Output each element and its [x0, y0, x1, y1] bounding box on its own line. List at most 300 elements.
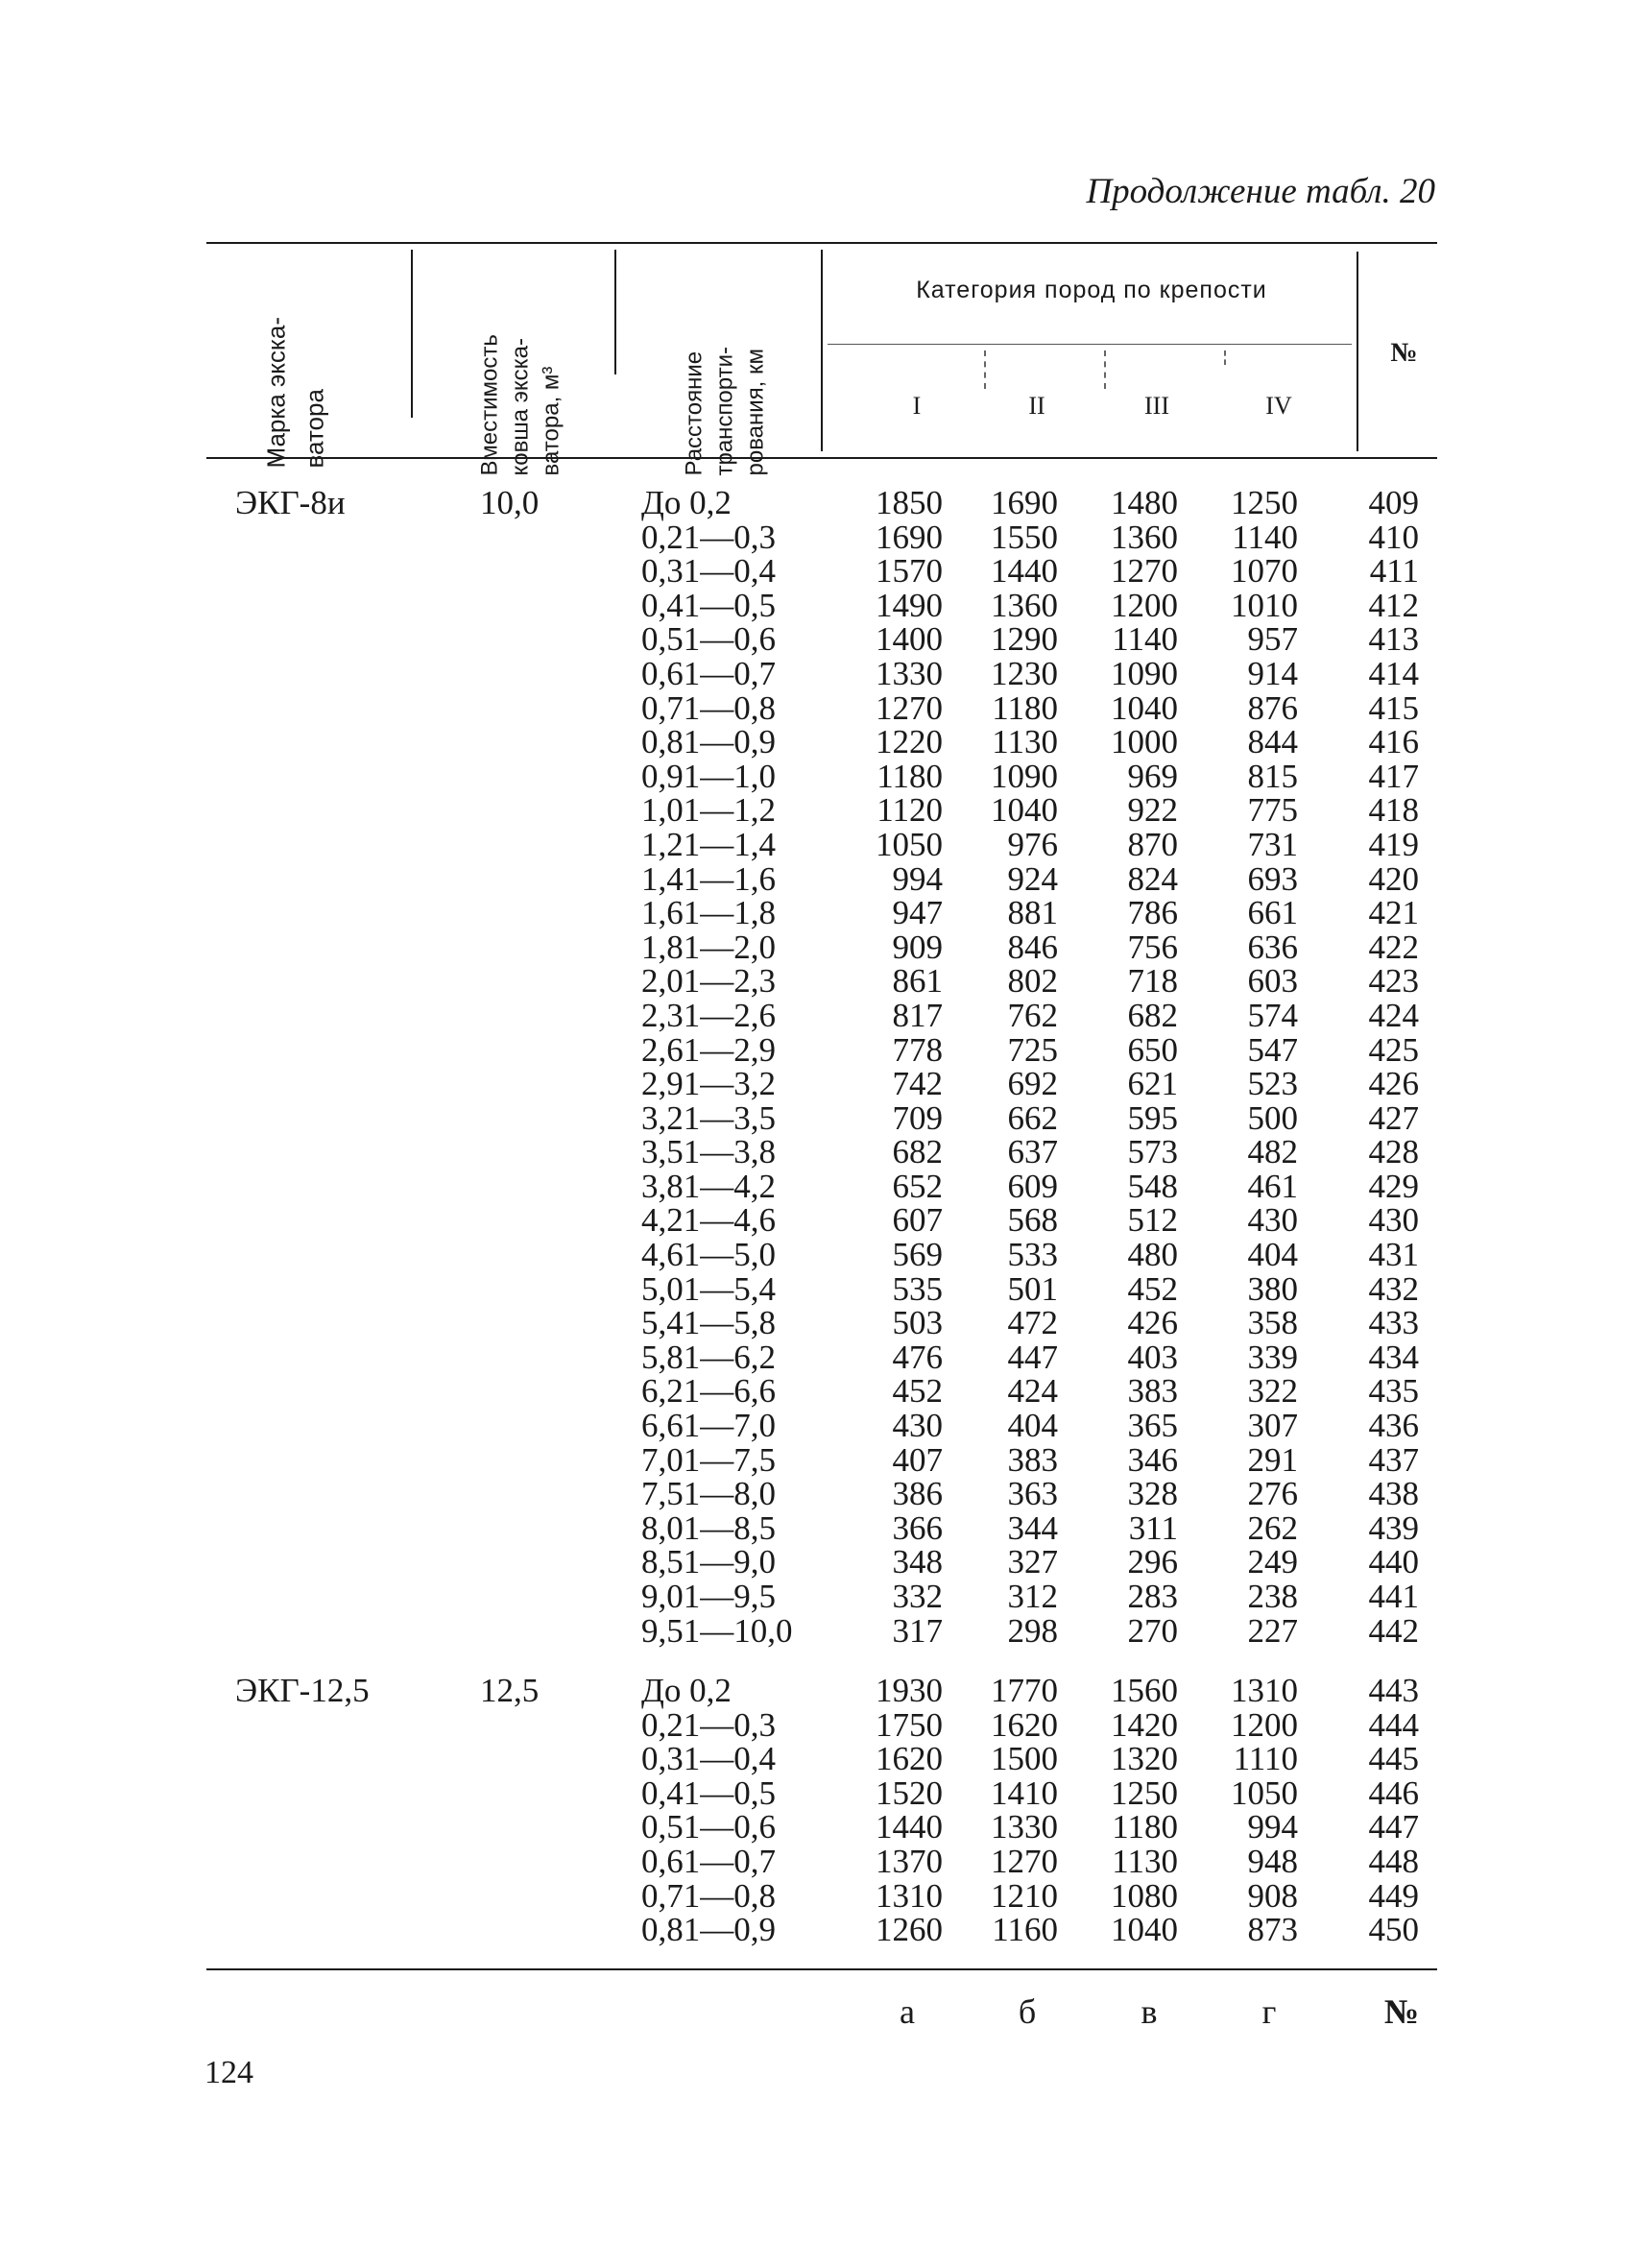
cat-II-cell: 1130	[992, 723, 1058, 761]
distance-cell: 1,61—1,8	[641, 894, 776, 932]
number-cell: 413	[1368, 620, 1419, 659]
cat-I-cell: 535	[892, 1269, 943, 1308]
distance-cell: 4,21—4,6	[641, 1201, 776, 1240]
cat-IV-cell: 873	[1247, 1911, 1298, 1949]
cat-III-cell: 1080	[1111, 1876, 1178, 1915]
cat-IV-cell: 693	[1247, 859, 1298, 898]
cat-IV-cell: 815	[1247, 757, 1298, 795]
cat-I-cell: 1220	[876, 723, 943, 761]
table-row	[0, 964, 1633, 999]
distance-cell: 8,01—8,5	[641, 1508, 776, 1547]
cat-IV-cell: 914	[1247, 654, 1298, 692]
cat-II-cell: 802	[1007, 962, 1058, 1001]
table-row	[0, 1098, 1633, 1137]
cat-IV-cell: 404	[1247, 1236, 1298, 1274]
category-divider-2	[1104, 350, 1106, 389]
table-row	[0, 1705, 1633, 1744]
number-cell: 411	[1369, 552, 1419, 591]
cat-I-cell: 682	[892, 1133, 943, 1171]
cat-II-cell: 1290	[991, 620, 1058, 659]
cat-II-cell: 344	[1007, 1508, 1058, 1547]
distance-cell: До 0,2	[641, 1672, 732, 1709]
cat-I-cell: 1370	[876, 1842, 943, 1880]
table-group-ekg-12-5	[0, 1674, 1633, 1947]
number-cell: 429	[1368, 1167, 1419, 1205]
cat-II-cell: 1230	[991, 654, 1058, 692]
cat-III-cell: 969	[1127, 757, 1178, 795]
category-IV: IV	[1265, 392, 1292, 420]
header-excavator-mark: Марка экска- ватора	[261, 317, 329, 469]
table-row	[0, 1674, 1633, 1708]
header-transport-distance: Расстояние транспорти- рования, км	[681, 347, 769, 476]
table-row	[0, 1135, 1633, 1170]
table-row	[0, 1545, 1633, 1580]
cat-IV-cell: 1250	[1231, 484, 1298, 521]
distance-cell: 1,01—1,2	[641, 791, 776, 830]
cat-IV-cell: 482	[1247, 1133, 1298, 1171]
cat-I-cell: 503	[892, 1304, 943, 1342]
cat-II-cell: 1440	[991, 552, 1058, 591]
footer-letter-v: в	[1141, 1992, 1158, 2031]
cat-III-cell: 1040	[1111, 688, 1178, 727]
cat-II-cell: 404	[1007, 1407, 1058, 1445]
cat-II-cell: 533	[1007, 1236, 1058, 1274]
table-row	[0, 520, 1633, 555]
cat-I-cell: 1690	[876, 518, 943, 556]
cat-I-cell: 452	[892, 1372, 943, 1411]
cat-I-cell: 1850	[876, 484, 943, 521]
table-row	[0, 654, 1633, 692]
cat-I-cell: 861	[892, 962, 943, 1001]
category-I: I	[912, 392, 922, 420]
cat-III-cell: 1360	[1111, 518, 1178, 556]
number-cell: 438	[1368, 1475, 1419, 1513]
cat-IV-cell: 262	[1247, 1508, 1298, 1547]
table-row	[0, 1440, 1633, 1479]
cat-II-cell: 609	[1007, 1167, 1058, 1205]
cat-III-cell: 870	[1127, 825, 1178, 863]
number-cell: 422	[1368, 928, 1419, 966]
cat-I-cell: 1930	[876, 1672, 943, 1709]
cat-II-cell: 472	[1007, 1304, 1058, 1342]
cat-IV-cell: 249	[1247, 1543, 1298, 1581]
category-III: III	[1144, 392, 1169, 420]
cat-IV-cell: 731	[1247, 825, 1298, 863]
number-cell: 416	[1368, 723, 1419, 761]
cat-I-cell: 348	[892, 1543, 943, 1581]
table-row	[0, 1477, 1633, 1511]
table-row	[0, 1269, 1633, 1308]
category-II: II	[1028, 392, 1045, 420]
number-cell: 450	[1368, 1911, 1419, 1949]
cat-III-cell: 512	[1127, 1201, 1178, 1240]
cat-II-cell: 312	[1007, 1578, 1058, 1615]
table-row	[0, 1238, 1633, 1272]
cat-II-cell: 1690	[991, 484, 1058, 521]
distance-cell: 0,81—0,9	[641, 723, 776, 761]
cat-I-cell: 1260	[876, 1911, 943, 1949]
distance-cell: 0,81—0,9	[641, 1911, 776, 1949]
distance-cell: 0,21—0,3	[641, 1705, 776, 1744]
cat-I-cell: 709	[892, 1098, 943, 1137]
cat-II-cell: 424	[1007, 1372, 1058, 1411]
number-cell: 415	[1368, 688, 1419, 727]
distance-cell: 0,51—0,6	[641, 1808, 776, 1846]
cat-III-cell: 1320	[1111, 1740, 1178, 1778]
table-group-ekg-8i	[0, 486, 1633, 1648]
cat-III-cell: 403	[1127, 1338, 1178, 1376]
cat-II-cell: 1040	[991, 791, 1058, 830]
cat-IV-cell: 1050	[1231, 1773, 1298, 1812]
cat-III-cell: 480	[1127, 1236, 1178, 1274]
cat-II-cell: 1270	[991, 1842, 1058, 1880]
cat-II-cell: 924	[1007, 859, 1058, 898]
number-cell: 423	[1368, 962, 1419, 1001]
bucket-capacity: 10,0	[480, 484, 540, 521]
cat-I-cell: 430	[892, 1407, 943, 1445]
number-cell: 434	[1368, 1338, 1419, 1376]
header-bucket-capacity: Вместимость ковша экска- ватора, м³	[476, 334, 564, 476]
cat-II-cell: 1550	[991, 518, 1058, 556]
distance-cell: 6,61—7,0	[641, 1407, 776, 1445]
number-cell: 427	[1368, 1098, 1419, 1137]
cat-II-cell: 662	[1007, 1098, 1058, 1137]
distance-cell: 1,21—1,4	[641, 825, 776, 863]
number-cell: 444	[1368, 1705, 1419, 1744]
cat-II-cell: 1770	[991, 1672, 1058, 1709]
distance-cell: 0,41—0,5	[641, 586, 776, 624]
footer-letter-g: г	[1261, 1992, 1277, 2031]
number-cell: 414	[1368, 654, 1419, 692]
cat-III-cell: 1040	[1111, 1911, 1178, 1949]
cat-III-cell: 311	[1128, 1508, 1178, 1547]
distance-cell: 6,21—6,6	[641, 1372, 776, 1411]
cat-III-cell: 621	[1127, 1065, 1178, 1103]
number-cell: 420	[1368, 859, 1419, 898]
distance-cell: 2,61—2,9	[641, 1030, 776, 1069]
cat-II-cell: 976	[1007, 825, 1058, 863]
distance-cell: 3,21—3,5	[641, 1098, 776, 1137]
number-cell: 426	[1368, 1065, 1419, 1103]
number-cell: 448	[1368, 1842, 1419, 1880]
cat-II-cell: 1210	[991, 1876, 1058, 1915]
cat-II-cell: 568	[1007, 1201, 1058, 1240]
cat-IV-cell: 1200	[1231, 1705, 1298, 1744]
cat-IV-cell: 380	[1247, 1269, 1298, 1308]
number-cell: 440	[1368, 1543, 1419, 1581]
cat-II-cell: 637	[1007, 1133, 1058, 1171]
cat-IV-cell: 876	[1247, 688, 1298, 727]
number-cell: 449	[1368, 1876, 1419, 1915]
table-row	[0, 1030, 1633, 1069]
category-title: Категория пород по крепости	[916, 277, 1267, 303]
cat-I-cell: 994	[892, 859, 943, 898]
number-cell: 435	[1368, 1372, 1419, 1411]
table-row	[0, 896, 1633, 930]
distance-cell: 1,81—2,0	[641, 928, 776, 966]
number-cell: 437	[1368, 1440, 1419, 1479]
cat-II-cell: 762	[1007, 996, 1058, 1034]
cat-III-cell: 718	[1127, 962, 1178, 1001]
footer-letter-b: б	[1018, 1992, 1037, 2031]
cat-II-cell: 501	[1007, 1269, 1058, 1308]
cat-III-cell: 283	[1127, 1578, 1178, 1615]
cat-III-cell: 1130	[1112, 1842, 1178, 1880]
table-row	[0, 688, 1633, 727]
cat-III-cell: 548	[1127, 1167, 1178, 1205]
header-number: №	[1390, 338, 1418, 368]
number-cell: 436	[1368, 1407, 1419, 1445]
number-cell: 431	[1368, 1236, 1419, 1274]
table-row	[0, 1167, 1633, 1205]
cat-III-cell: 1140	[1112, 620, 1178, 659]
cat-II-cell: 327	[1007, 1543, 1058, 1581]
cat-I-cell: 1180	[877, 757, 943, 795]
cat-II-cell: 1410	[991, 1773, 1058, 1812]
cat-I-cell: 1270	[876, 688, 943, 727]
cat-I-cell: 332	[892, 1578, 943, 1615]
cat-I-cell: 1050	[876, 825, 943, 863]
cat-IV-cell: 276	[1247, 1475, 1298, 1513]
cat-II-cell: 846	[1007, 928, 1058, 966]
distance-cell: 2,91—3,2	[641, 1065, 776, 1103]
cat-I-cell: 817	[892, 996, 943, 1034]
cat-III-cell: 346	[1127, 1440, 1178, 1479]
cat-IV-cell: 461	[1247, 1167, 1298, 1205]
cat-IV-cell: 574	[1247, 996, 1298, 1034]
cat-IV-cell: 1140	[1232, 518, 1298, 556]
number-cell: 410	[1368, 518, 1419, 556]
cat-IV-cell: 523	[1247, 1065, 1298, 1103]
table-row	[0, 793, 1633, 828]
cat-IV-cell: 908	[1247, 1876, 1298, 1915]
category-subheader-rule	[828, 344, 1352, 345]
number-cell: 428	[1368, 1133, 1419, 1171]
table-row	[0, 1374, 1633, 1409]
cat-I-cell: 607	[892, 1201, 943, 1240]
cat-I-cell: 1310	[876, 1876, 943, 1915]
category-divider-3	[1224, 350, 1226, 365]
header-divider-3	[821, 250, 823, 451]
distance-cell: 0,51—0,6	[641, 620, 776, 659]
excavator-mark: ЭКГ-12,5	[235, 1672, 370, 1709]
cat-IV-cell: 339	[1247, 1338, 1298, 1376]
cat-II-cell: 1330	[991, 1808, 1058, 1846]
table-row	[0, 554, 1633, 589]
cat-II-cell: 725	[1007, 1030, 1058, 1069]
cat-II-cell: 383	[1007, 1440, 1058, 1479]
table-row	[0, 1876, 1633, 1915]
cat-III-cell: 650	[1127, 1030, 1178, 1069]
number-cell: 447	[1368, 1808, 1419, 1846]
cat-III-cell: 1560	[1111, 1672, 1178, 1709]
table-row	[0, 725, 1633, 760]
cat-IV-cell: 948	[1247, 1842, 1298, 1880]
table-row	[0, 1810, 1633, 1845]
distance-cell: 7,01—7,5	[641, 1440, 776, 1479]
distance-cell: 1,41—1,6	[641, 859, 776, 898]
cat-III-cell: 270	[1127, 1611, 1178, 1650]
number-cell: 419	[1368, 825, 1419, 863]
cat-I-cell: 1440	[876, 1808, 943, 1846]
cat-III-cell: 824	[1127, 859, 1178, 898]
distance-cell: 0,91—1,0	[641, 757, 776, 795]
distance-cell: 3,51—3,8	[641, 1133, 776, 1171]
table-row	[0, 1508, 1633, 1547]
distance-cell: 9,51—10,0	[641, 1611, 793, 1650]
table-row	[0, 622, 1633, 657]
category-divider-1	[984, 350, 986, 389]
cat-III-cell: 452	[1127, 1269, 1178, 1308]
cat-I-cell: 569	[892, 1236, 943, 1274]
cat-IV-cell: 1110	[1233, 1740, 1298, 1778]
cat-III-cell: 1420	[1111, 1705, 1178, 1744]
cat-IV-cell: 1010	[1231, 586, 1298, 624]
cat-IV-cell: 1070	[1231, 552, 1298, 591]
table-top-rule	[206, 242, 1437, 244]
cat-I-cell: 1490	[876, 586, 943, 624]
header-divider-1	[411, 250, 413, 418]
cat-I-cell: 386	[892, 1475, 943, 1513]
table-caption: Продолжение табл. 20	[1086, 172, 1435, 211]
table-row	[0, 930, 1633, 965]
number-cell: 439	[1368, 1508, 1419, 1547]
cat-III-cell: 1270	[1111, 552, 1178, 591]
cat-II-cell: 1620	[991, 1705, 1058, 1744]
cat-IV-cell: 603	[1247, 962, 1298, 1001]
table-row	[0, 1409, 1633, 1443]
distance-cell: 0,21—0,3	[641, 518, 776, 556]
cat-I-cell: 407	[892, 1440, 943, 1479]
distance-cell: 0,41—0,5	[641, 1773, 776, 1812]
distance-cell: 7,51—8,0	[641, 1475, 776, 1513]
number-cell: 446	[1368, 1773, 1419, 1812]
cat-I-cell: 476	[892, 1338, 943, 1376]
distance-cell: До 0,2	[641, 484, 732, 521]
cat-IV-cell: 547	[1247, 1030, 1298, 1069]
cat-II-cell: 1360	[991, 586, 1058, 624]
table-row	[0, 859, 1633, 898]
number-cell: 418	[1368, 791, 1419, 830]
distance-cell: 3,81—4,2	[641, 1167, 776, 1205]
cat-II-cell: 363	[1007, 1475, 1058, 1513]
cat-II-cell: 1160	[992, 1911, 1058, 1949]
cat-IV-cell: 775	[1247, 791, 1298, 830]
excavator-mark: ЭКГ-8и	[235, 484, 346, 521]
cat-I-cell: 1520	[876, 1773, 943, 1812]
table-row	[0, 1773, 1633, 1812]
cat-I-cell: 778	[892, 1030, 943, 1069]
number-cell: 433	[1368, 1304, 1419, 1342]
cat-III-cell: 1180	[1112, 1808, 1178, 1846]
cat-III-cell: 682	[1127, 996, 1178, 1034]
cat-IV-cell: 238	[1247, 1578, 1298, 1615]
cat-I-cell: 1330	[876, 654, 943, 692]
distance-cell: 8,51—9,0	[641, 1543, 776, 1581]
number-cell: 430	[1368, 1201, 1419, 1240]
table-row	[0, 1203, 1633, 1238]
cat-IV-cell: 500	[1247, 1098, 1298, 1137]
distance-cell: 2,31—2,6	[641, 996, 776, 1034]
number-cell: 425	[1368, 1030, 1419, 1069]
number-cell: 409	[1368, 484, 1419, 521]
number-cell: 417	[1368, 757, 1419, 795]
distance-cell: 0,31—0,4	[641, 1740, 776, 1778]
cat-III-cell: 296	[1127, 1543, 1178, 1581]
cat-II-cell: 1090	[991, 757, 1058, 795]
cat-II-cell: 447	[1007, 1338, 1058, 1376]
cat-IV-cell: 957	[1247, 620, 1298, 659]
table-row	[0, 1580, 1633, 1614]
table-row	[0, 1742, 1633, 1776]
cat-III-cell: 1200	[1111, 586, 1178, 624]
number-cell: 424	[1368, 996, 1419, 1034]
distance-cell: 0,31—0,4	[641, 552, 776, 591]
cat-I-cell: 947	[892, 894, 943, 932]
cat-IV-cell: 307	[1247, 1407, 1298, 1445]
cat-I-cell: 742	[892, 1065, 943, 1103]
cat-I-cell: 1120	[877, 791, 943, 830]
header-bottom-rule	[206, 457, 1437, 459]
cat-I-cell: 1620	[876, 1740, 943, 1778]
cat-IV-cell: 430	[1247, 1201, 1298, 1240]
cat-I-cell: 909	[892, 928, 943, 966]
number-cell: 442	[1368, 1611, 1419, 1650]
cat-I-cell: 366	[892, 1508, 943, 1547]
cat-I-cell: 1750	[876, 1705, 943, 1744]
table-row	[0, 825, 1633, 863]
cat-II-cell: 298	[1007, 1611, 1058, 1650]
cat-IV-cell: 227	[1247, 1611, 1298, 1650]
table-bottom-rule	[206, 1968, 1437, 1970]
cat-III-cell: 786	[1127, 894, 1178, 932]
table-row	[0, 1842, 1633, 1880]
number-cell: 441	[1368, 1578, 1419, 1615]
cat-III-cell: 922	[1127, 791, 1178, 830]
distance-cell: 0,71—0,8	[641, 688, 776, 727]
number-cell: 432	[1368, 1269, 1419, 1308]
footer-letter-a: а	[900, 1992, 915, 2031]
distance-cell: 9,01—9,5	[641, 1578, 776, 1615]
table-row	[0, 1306, 1633, 1340]
table-row	[0, 586, 1633, 624]
table-row	[0, 1611, 1633, 1650]
distance-cell: 0,61—0,7	[641, 654, 776, 692]
table-row	[0, 1913, 1633, 1947]
table-row	[0, 1067, 1633, 1101]
cat-I-cell: 1570	[876, 552, 943, 591]
cat-III-cell: 1000	[1111, 723, 1178, 761]
cat-III-cell: 383	[1127, 1372, 1178, 1411]
cat-II-cell: 692	[1007, 1065, 1058, 1103]
cat-IV-cell: 358	[1247, 1304, 1298, 1342]
cat-IV-cell: 322	[1247, 1372, 1298, 1411]
cat-III-cell: 328	[1127, 1475, 1178, 1513]
header-divider-2	[614, 250, 616, 374]
cat-IV-cell: 844	[1247, 723, 1298, 761]
cat-III-cell: 573	[1127, 1133, 1178, 1171]
cat-IV-cell: 994	[1247, 1808, 1298, 1846]
cat-III-cell: 595	[1127, 1098, 1178, 1137]
distance-cell: 2,01—2,3	[641, 962, 776, 1001]
cat-IV-cell: 1310	[1231, 1672, 1298, 1709]
table-row	[0, 757, 1633, 795]
cat-IV-cell: 636	[1247, 928, 1298, 966]
cat-I-cell: 1400	[876, 620, 943, 659]
number-cell: 421	[1368, 894, 1419, 932]
cat-IV-cell: 661	[1247, 894, 1298, 932]
distance-cell: 0,71—0,8	[641, 1876, 776, 1915]
